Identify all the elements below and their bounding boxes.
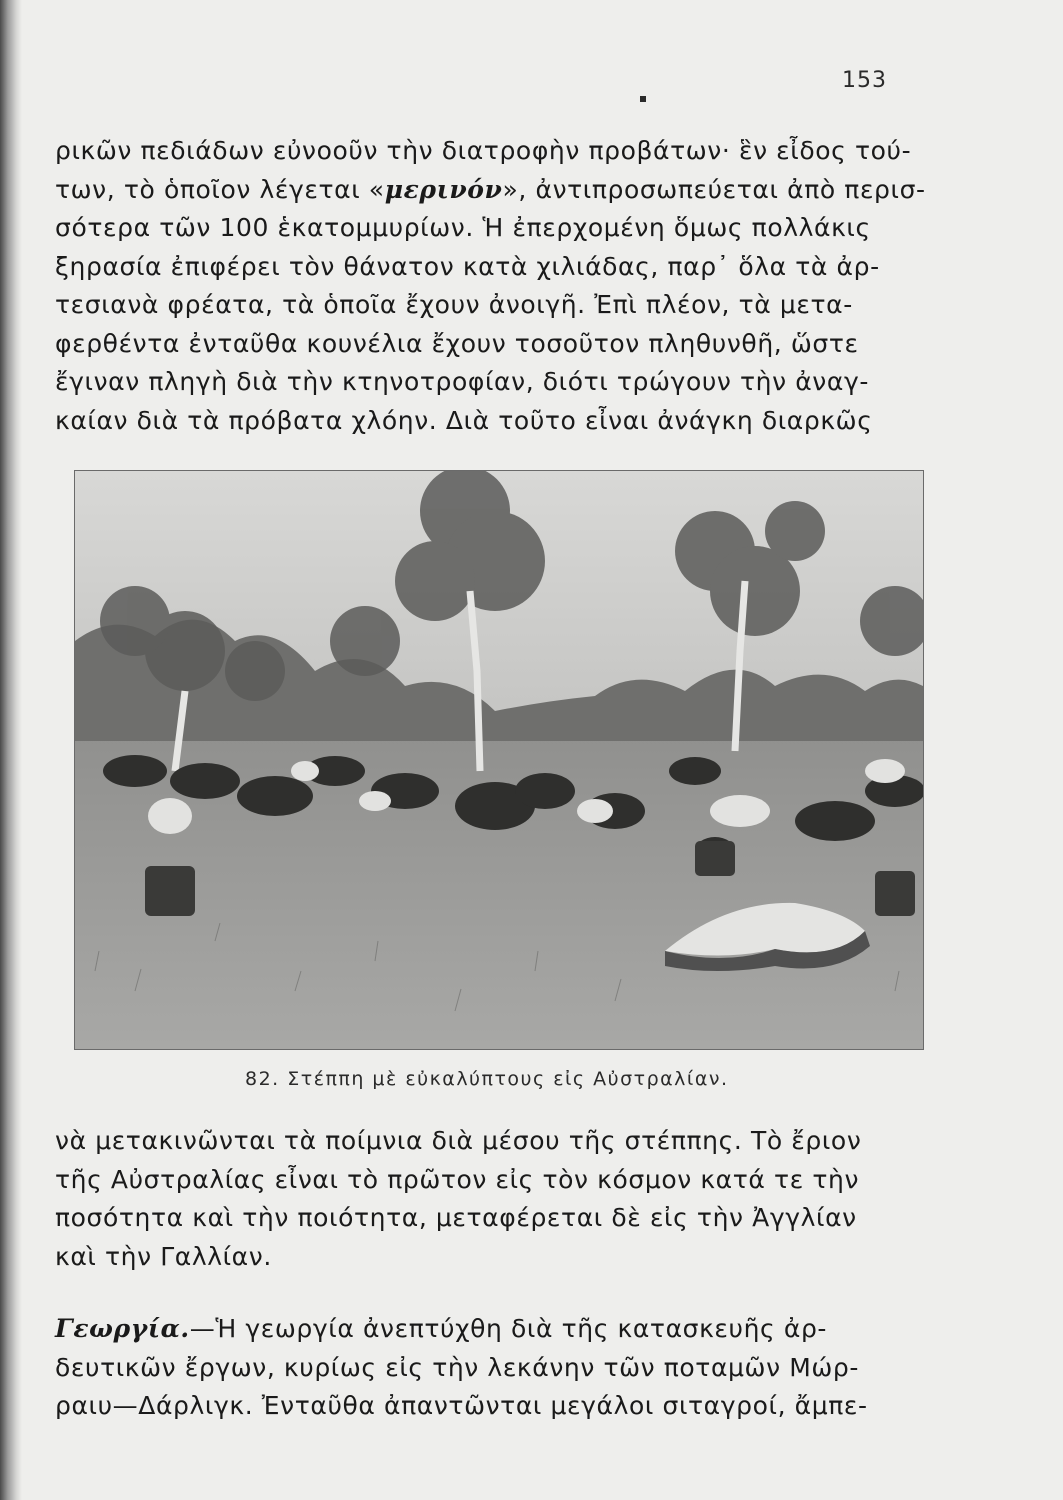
text-fragment: των, τὸ ὁποῖον λέγεται « [55,174,385,204]
print-mark [640,96,646,102]
photo-illustration [75,471,923,1049]
text-line [55,1310,935,1349]
text-line: ποσότητα καὶ τὴν ποιότητα, μεταφέρεται δὲ εἰς τὴν Ἀγγλίαν [55,1203,857,1232]
text-line: ρικῶν πεδιάδων εὐνοοῦν τὴν διατροφὴν προβάτων· ἓν εἶδος τού- [55,136,912,165]
text-line: τῆς Αὐστραλίας εἶναι τὸ πρῶτον εἰς τὸν κόσμον κατά τε τὴν [55,1164,860,1194]
book-spine-shadow [0,0,22,1500]
steppe-photograph [74,470,924,1050]
text-fragment: —Ἡ γεωργία ἀνεπτύχθη διὰ τῆς κατασκευῆς ἀρ- [189,1314,828,1343]
text-line: καίαν διὰ τὰ πρόβατα χλόην. Διὰ τοῦτο εἶναι ἀνάγκη διαρκῶς [55,405,873,435]
paragraph-wool [55,1122,935,1276]
text-line: φερθέντα ἐνταῦθα κουνέλια ἔχουν τοσοῦτον πληθυνθῆ, ὥστε [55,328,859,358]
page-number: 153 [842,68,887,93]
text-line: νὰ μετακινῶνται τὰ ποίμνια διὰ μέσου τῆς στέππης. Τὸ ἔριον [55,1126,862,1155]
text-line: σότερα τῶν 100 ἑκατομμυρίων. Ἡ ἐπερχομένη ὅμως πολλάκις [55,213,871,242]
text-fragment: », ἀντιπροσωπεύεται ἀπὸ περισ- [502,174,926,204]
text-line: τεσιανὰ φρέατα, τὰ ὁποῖα ἔχουν ἀνοιγῆ. Ἐπὶ πλέον, τὰ μετα- [55,290,853,319]
emphasized-term-merino: μερινόν [384,174,503,204]
paragraph-sheep-and-rabbits [55,132,935,440]
paragraph-agriculture [55,1310,935,1426]
text-line [55,171,935,210]
text-line: ξηρασία ἐπιφέρει τὸν θάνατον κατὰ χιλιάδας, παρ᾽ ὅλα τὰ ἀρ- [55,251,880,281]
section-heading-agriculture: Γεωργία. [55,1314,190,1343]
text-line: ραιυ—Δάρλιγκ. Ἐνταῦθα ἀπαντῶνται μεγάλοι σιταγροί, ἄμπε- [55,1391,868,1420]
text-line: καὶ τὴν Γαλλίαν. [55,1241,272,1271]
text-line: ἔγιναν πληγὴ διὰ τὴν κτηνοτροφίαν, διότι τρώγουν τὴν ἀναγ- [55,367,869,396]
text-line: δευτικῶν ἔργων, κυρίως εἰς τὴν λεκάνην τῶν ποταμῶν Μώρ- [55,1352,859,1382]
figure-caption: 82. Στέππη μὲ εὐκαλύπτους εἰς Αὐστραλίαν. [245,1068,729,1090]
